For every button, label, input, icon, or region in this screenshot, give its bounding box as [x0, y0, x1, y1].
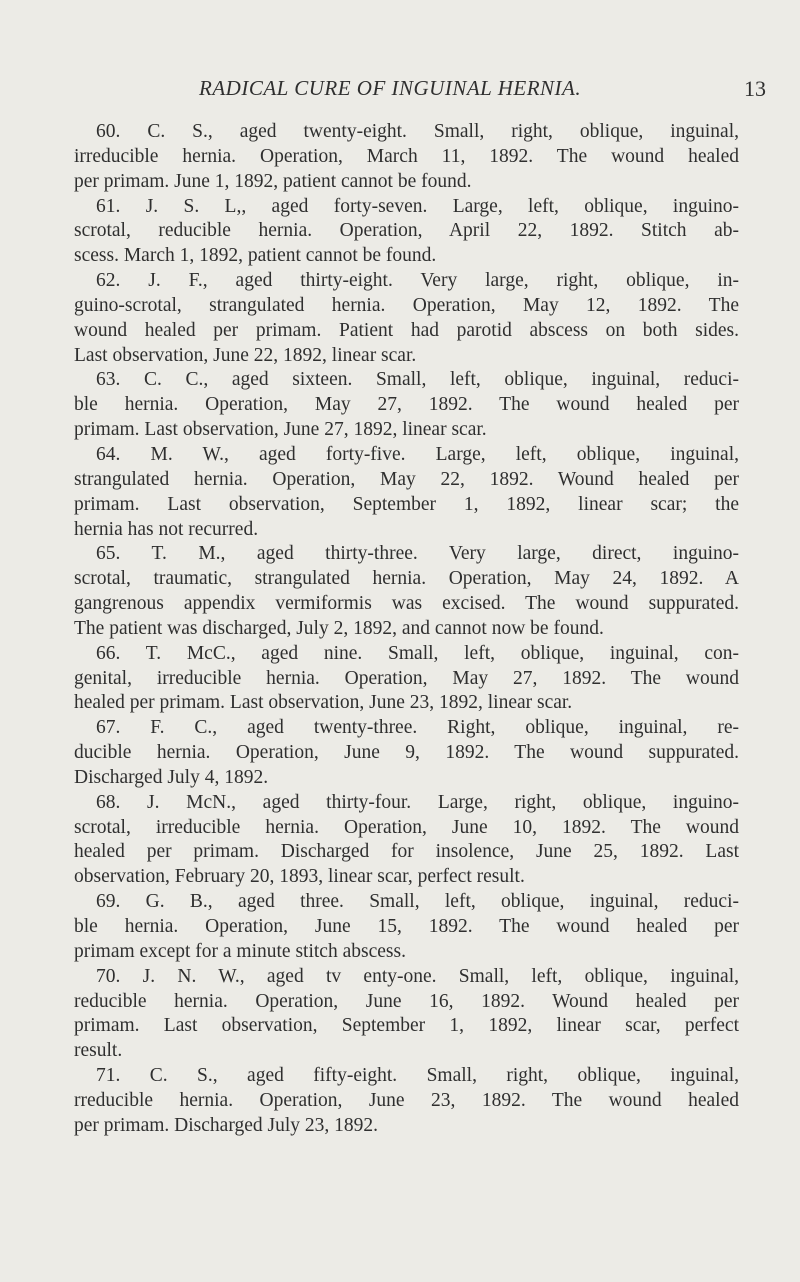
- text-line: 69. G. B., aged three. Small, left, oblique, inguinal, reduci-: [96, 891, 739, 913]
- text-line: guino-scrotal, strangulated hernia. Operation, May 12, 1892. The: [74, 294, 739, 316]
- text-line: reducible hernia. Operation, June 16, 1892. Wound healed per: [74, 990, 739, 1012]
- text-line: 66. T. McC., aged nine. Small, left, oblique, inguinal, con-: [96, 642, 739, 664]
- text-line: observation, February 20, 1893, linear scar, perfect result.: [74, 866, 525, 888]
- text-line: primam. Last observation, September 1, 1892, linear scar; the: [74, 493, 739, 515]
- text-line: irreducible hernia. Operation, March 11, 1892. The wound healed: [74, 145, 739, 167]
- text-line: 68. J. McN., aged thirty-four. Large, right, oblique, inguino-: [96, 791, 739, 813]
- text-line: scrotal, reducible hernia. Operation, April 22, 1892. Stitch ab-: [74, 220, 739, 242]
- text-line: rreducible hernia. Operation, June 23, 1892. The wound healed: [74, 1089, 739, 1111]
- text-line: 65. T. M., aged thirty-three. Very large, direct, inguino-: [96, 543, 739, 565]
- text-line: 63. C. C., aged sixteen. Small, left, oblique, inguinal, reduci-: [96, 369, 739, 391]
- text-line: per primam. June 1, 1892, patient cannot be found.: [74, 170, 472, 192]
- text-line: scrotal, irreducible hernia. Operation, June 10, 1892. The wound: [74, 816, 739, 838]
- text-line: ble hernia. Operation, May 27, 1892. The wound healed per: [74, 394, 739, 416]
- text-line: 71. C. S., aged fifty-eight. Small, right, oblique, inguinal,: [96, 1065, 739, 1087]
- text-line: genital, irreducible hernia. Operation, May 27, 1892. The wound: [74, 667, 739, 689]
- text-line: 70. J. N. W., aged tv enty-one. Small, left, oblique, inguinal,: [96, 965, 739, 987]
- text-line: hernia has not recurred.: [74, 518, 259, 540]
- text-line: 64. M. W., aged forty-five. Large, left, oblique, inguinal,: [96, 443, 739, 465]
- text-line: primam except for a minute stitch abscess.: [74, 940, 406, 962]
- text-line: 60. C. S., aged twenty-eight. Small, right, oblique, inguinal,: [96, 121, 739, 142]
- text-line: Discharged July 4, 1892.: [74, 766, 269, 788]
- text-line: Last observation, June 22, 1892, linear scar.: [74, 344, 417, 366]
- case-reports-text: [74, 120, 739, 1139]
- text-line: primam. Last observation, September 1, 1892, linear scar, perfect: [74, 1015, 739, 1037]
- text-line: gangrenous appendix vermiformis was excised. The wound suppurated.: [74, 593, 739, 615]
- text-line: 62. J. F., aged thirty-eight. Very large, right, oblique, in-: [96, 270, 739, 292]
- text-line: The patient was discharged, July 2, 1892, and cannot now be found.: [74, 617, 604, 639]
- text-line: healed per primam. Last observation, June 23, 1892, linear scar.: [74, 692, 573, 714]
- page-number: 13: [744, 76, 766, 101]
- text-line: ducible hernia. Operation, June 9, 1892. The wound suppurated.: [74, 742, 739, 764]
- text-line: 67. F. C., aged twenty-three. Right, oblique, inguinal, re-: [96, 717, 739, 739]
- text-line: strangulated hernia. Operation, May 22, 1892. Wound healed per: [74, 468, 739, 490]
- text-line: ble hernia. Operation, June 15, 1892. The wound healed per: [74, 916, 739, 937]
- text-line: result.: [74, 1040, 123, 1062]
- text-line: primam. Last observation, June 27, 1892, linear scar.: [74, 419, 487, 441]
- text-line: scess. March 1, 1892, patient cannot be found.: [74, 245, 437, 267]
- running-title: RADICAL CURE OF INGUINAL HERNIA.: [199, 76, 582, 100]
- text-line: per primam. Discharged July 23, 1892.: [74, 1114, 379, 1136]
- text-line: wound healed per primam. Patient had parotid abscess on both sides.: [74, 319, 739, 341]
- running-head: [0, 76, 800, 106]
- text-line: 61. J. S. L,, aged forty-seven. Large, left, oblique, inguino-: [96, 195, 739, 217]
- text-line: healed per primam. Discharged for insolence, June 25, 1892. Last: [74, 841, 739, 863]
- text-line: scrotal, traumatic, strangulated hernia. Operation, May 24, 1892. A: [74, 568, 739, 590]
